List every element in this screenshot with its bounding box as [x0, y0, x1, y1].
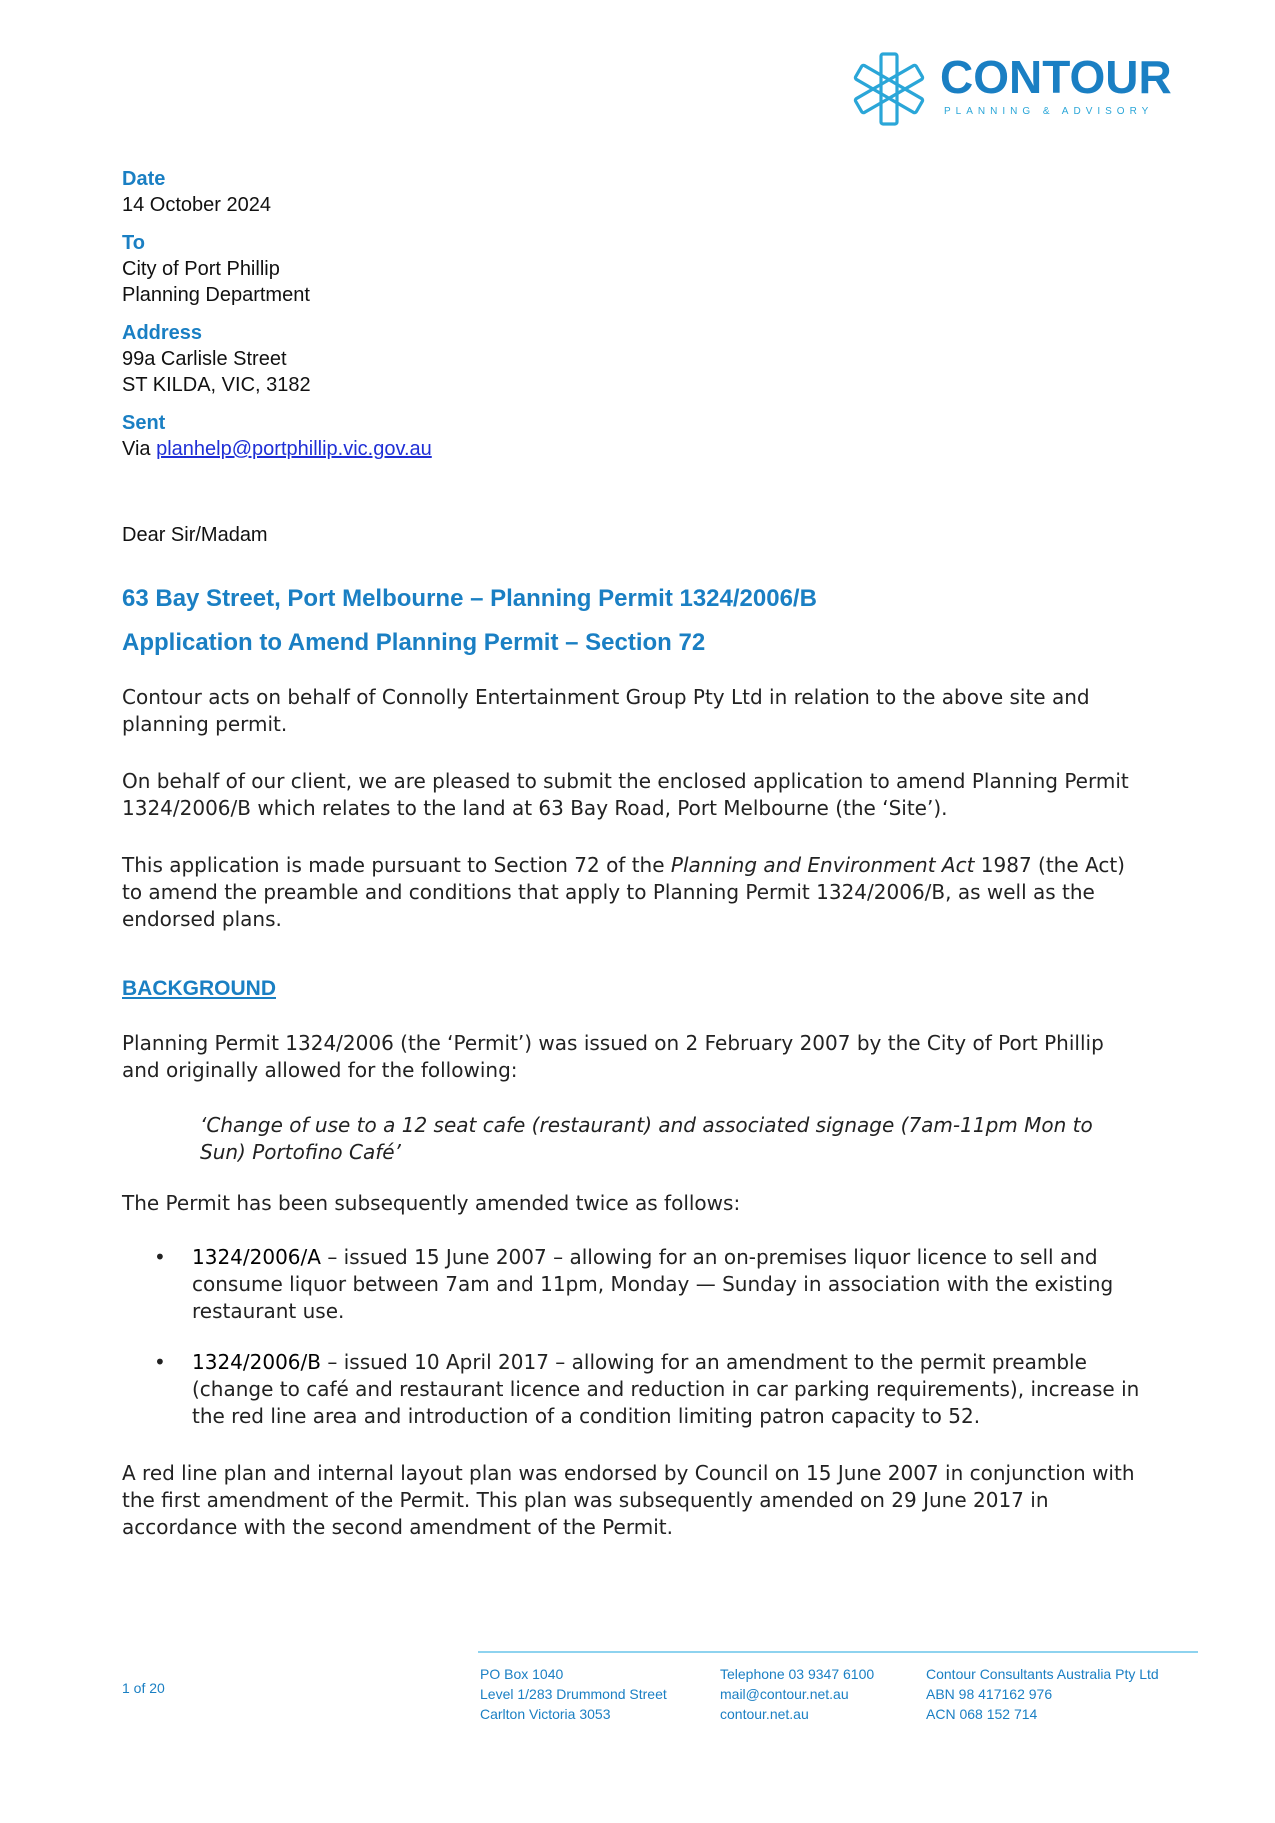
sent-group — [122, 410, 722, 462]
p3-text-before: This application is made pursuant to Section 72 of the — [122, 853, 671, 877]
footer-contact — [720, 1664, 874, 1724]
sent-label: Sent — [122, 412, 166, 434]
contour-star-icon — [848, 48, 930, 130]
paragraph-red-line-plan: A red line plan and internal layout plan was endorsed by Council on 15 June 2007 in conjunction with the first amendment of the Permit. This plan was subsequently amended on 29 June 2017 in accordance with the second amendment of the Permit. — [122, 1461, 1135, 1539]
address-line-2: ST KILDA, VIC, 3182 — [122, 374, 311, 396]
footer-postal-address — [480, 1664, 667, 1724]
footer-company — [926, 1664, 1159, 1724]
footer-line: ABN 98 417162 976 — [926, 1686, 1053, 1702]
address-line-1: 99a Carlisle Street — [122, 348, 287, 370]
sent-prefix: Via — [122, 438, 157, 460]
to-group — [122, 230, 722, 308]
permit-code: 1324/2006/A — [192, 1245, 321, 1269]
date-label: Date — [122, 168, 166, 190]
page-number: 1 of 20 — [122, 1680, 165, 1696]
paragraph-amended: The Permit has been subsequently amended twice as follows: — [122, 1191, 741, 1215]
permit-code: 1324/2006/B — [192, 1350, 321, 1374]
footer-line: Level 1/283 Drummond Street — [480, 1686, 667, 1702]
to-label: To — [122, 232, 145, 254]
date-value: 14 October 2024 — [122, 194, 271, 216]
footer-line: ACN 068 152 714 — [926, 1706, 1038, 1722]
to-line-1: City of Port Phillip — [122, 258, 280, 280]
section-background-title: BACKGROUND — [122, 977, 276, 1000]
footer-line: PO Box 1040 — [480, 1666, 564, 1682]
paragraph-intro: Contour acts on behalf of Connolly Entertainment Group Pty Ltd in relation to the above site and planning permit. — [122, 685, 1090, 736]
application-heading: Application to Amend Planning Permit – Section 72 — [122, 629, 706, 656]
company-logo — [848, 44, 1208, 130]
sent-line — [122, 436, 722, 462]
footer-email[interactable]: mail@contour.net.au — [720, 1686, 849, 1702]
p3-text-after: 1987 (the Act) to amend the preamble and conditions that apply to Planning Permit 1324/2006/B, as well as the endorsed plans. — [122, 853, 1125, 931]
paragraph-permit-issued: Planning Permit 1324/2006 (the ‘Permit’) was issued on 2 February 2007 by the City of Port Phillip and originally allowed for the following: — [122, 1031, 1104, 1082]
list-item — [122, 1349, 1142, 1430]
logo-wordmark: CONTOUR — [940, 51, 1172, 103]
bullet-icon: • — [154, 1350, 166, 1374]
bullet-text: – issued 15 June 2007 – allowing for an on-premises liquor licence to sell and consume liquor between 7am and 11pm, Monday — Sunday in association with the existing restaurant use. — [192, 1245, 1114, 1323]
address-group — [122, 320, 722, 398]
permit-quote: ‘Change of use to a 12 seat cafe (restaurant) and associated signage (7am-11pm Mon to Sun) Portofino Café’ — [200, 1113, 1093, 1164]
date-group — [122, 166, 722, 218]
logo-tagline: PLANNING & ADVISORY — [944, 106, 1154, 117]
footer-line: Contour Consultants Australia Pty Ltd — [926, 1666, 1159, 1682]
list-item — [122, 1244, 1142, 1325]
footer-website[interactable]: contour.net.au — [720, 1706, 809, 1722]
email-link[interactable]: planhelp@portphillip.vic.gov.au — [156, 438, 432, 460]
footer-line: Carlton Victoria 3053 — [480, 1706, 611, 1722]
act-title: Planning and Environment Act — [670, 853, 975, 877]
subject-heading: 63 Bay Street, Port Melbourne – Planning Permit 1324/2006/B — [122, 585, 817, 612]
address-label: Address — [122, 322, 203, 344]
bullet-icon: • — [154, 1245, 166, 1269]
paragraph-submission: On behalf of our client, we are pleased to submit the enclosed application to amend Planning Permit 1324/2006/B which relates to the land at 63 Bay Road, Port Melbourne (the ‘Site’). — [122, 769, 1129, 820]
letter-meta — [122, 166, 722, 474]
footer-telephone: Telephone 03 9347 6100 — [720, 1666, 875, 1682]
amendment-list — [122, 1244, 1142, 1454]
salutation: Dear Sir/Madam — [122, 524, 268, 546]
paragraph-section-72 — [122, 852, 1142, 933]
footer-divider — [478, 1651, 1198, 1653]
bullet-text: – issued 10 April 2017 – allowing for an amendment to the permit preamble (change to café and restaurant licence and reduction in car parking requirements), increase in the red line area and introduction of a condition limiting patron capacity to 52. — [192, 1350, 1140, 1428]
to-line-2: Planning Department — [122, 284, 310, 306]
